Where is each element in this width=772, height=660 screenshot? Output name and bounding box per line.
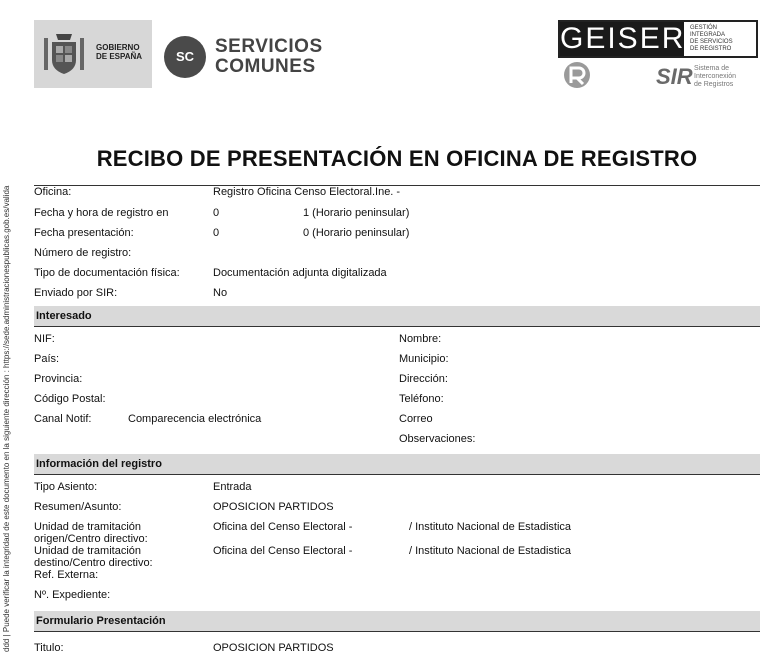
tipo-asiento-value: Entrada bbox=[213, 481, 252, 493]
unidad-origen-value: Oficina del Censo Electoral - bbox=[213, 521, 353, 533]
page-title: RECIBO DE PRESENTACIÓN EN OFICINA DE REGISTRO bbox=[96, 146, 698, 171]
expediente-label: Nº. Expediente: bbox=[34, 589, 111, 601]
gobierno-text: GOBIERNO DE ESPAÑA bbox=[96, 43, 143, 61]
codigo-postal-label: Código Postal: bbox=[34, 393, 106, 405]
canal-notif-label: Canal Notif: bbox=[34, 413, 92, 425]
servicios-comunes-icon: SC bbox=[164, 36, 206, 78]
fecha-presentacion-label: Fecha presentación: bbox=[34, 227, 134, 239]
fecha-registro-label: Fecha y hora de registro en bbox=[34, 207, 169, 219]
enviado-sir-label: Enviado por SIR: bbox=[34, 287, 118, 299]
municipio-label: Municipio: bbox=[399, 353, 449, 365]
unidad-origen-value-b: / Instituto Nacional de Estadistica bbox=[409, 521, 572, 533]
titulo-label: Titulo: bbox=[34, 642, 64, 654]
nif-label: NIF: bbox=[34, 333, 55, 345]
geiser-logo bbox=[558, 20, 758, 58]
provincia-label: Provincia: bbox=[34, 373, 83, 385]
unidad-destino-value: Oficina del Censo Electoral - bbox=[213, 545, 353, 557]
unidad-destino-label: Unidad de tramitación destino/Centro directivo: bbox=[34, 545, 153, 569]
geiser-subtitle: GESTIÓN INTEGRADA DE SERVICIOS DE REGISTRO bbox=[690, 25, 733, 52]
enviado-sir-value: No bbox=[213, 287, 228, 299]
canal-notif-value: Comparecencia electrónica bbox=[128, 413, 262, 425]
observaciones-label: Observaciones: bbox=[399, 433, 476, 445]
sir-subtitle: Sistema de Interconexión de Registros bbox=[694, 65, 737, 88]
verification-side-text: ddd | Puede verificar la integridad de este documento en la siguiente dirección : https://sede.administracionespublicas.gob.es/valida bbox=[2, 185, 11, 652]
tipo-documentacion-label: Tipo de documentación física: bbox=[34, 267, 180, 279]
unidad-destino-value-b: / Instituto Nacional de Estadistica bbox=[409, 545, 572, 557]
nombre-label: Nombre: bbox=[399, 333, 442, 345]
gobierno-logo bbox=[34, 20, 152, 88]
fecha-presentacion-value-b: 0 (Horario peninsular) bbox=[303, 227, 410, 239]
numero-registro-label: Número de registro: bbox=[34, 247, 132, 259]
oficina-value: Registro Oficina Censo Electoral.Ine. - bbox=[213, 186, 401, 198]
tipo-documentacion-value: Documentación adjunta digitalizada bbox=[213, 267, 387, 279]
resumen-value: OPOSICION PARTIDOS bbox=[213, 501, 334, 513]
fecha-presentacion-value: 0 bbox=[213, 227, 220, 239]
resumen-label: Resumen/Asunto: bbox=[34, 501, 122, 513]
servicios-comunes-text: SERVICIOS COMUNES bbox=[215, 36, 323, 77]
titulo-value: OPOSICION PARTIDOS bbox=[213, 642, 334, 654]
interesado-heading: Interesado bbox=[34, 306, 760, 327]
fecha-registro-value: 0 bbox=[213, 207, 220, 219]
formulario-heading: Formulario Presentación bbox=[34, 611, 760, 632]
registro-r-icon bbox=[562, 61, 592, 89]
pais-label: País: bbox=[34, 353, 60, 365]
correo-label: Correo bbox=[399, 413, 433, 425]
direccion-label: Dirección: bbox=[399, 373, 448, 385]
registro-heading: Información del registro bbox=[34, 454, 760, 475]
sir-logo: SIR bbox=[656, 64, 693, 89]
telefono-label: Teléfono: bbox=[399, 393, 444, 405]
geiser-wordmark: GEISER bbox=[560, 22, 686, 55]
fecha-registro-value-b: 1 (Horario peninsular) bbox=[303, 207, 410, 219]
oficina-label: Oficina: bbox=[34, 186, 72, 198]
ref-externa-label: Ref. Externa: bbox=[34, 569, 99, 581]
tipo-asiento-label: Tipo Asiento: bbox=[34, 481, 98, 493]
unidad-origen-label: Unidad de tramitación origen/Centro directivo: bbox=[34, 521, 148, 545]
coat-of-arms-icon bbox=[42, 32, 86, 78]
